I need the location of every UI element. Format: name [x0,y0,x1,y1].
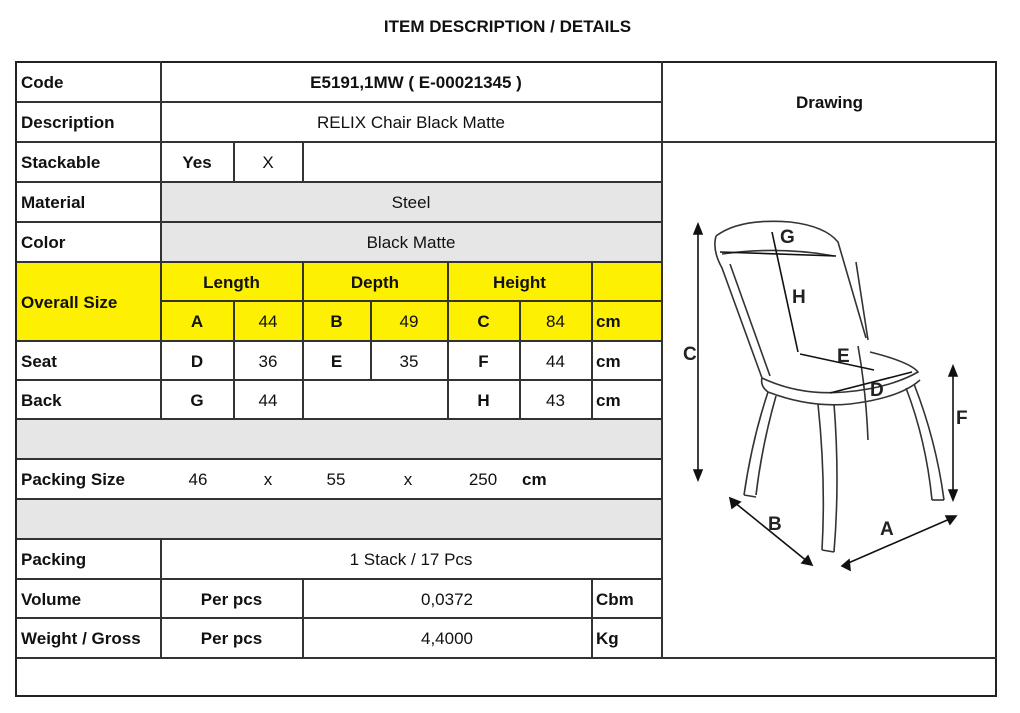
material-label: Material [21,193,86,212]
packing-size-1: 46 [188,470,208,489]
volume-per: Per pcs [200,589,263,609]
packing-value: 1 Stack / 17 Pcs [349,550,473,569]
weight-unit: Kg [596,629,619,648]
f-value: 44 [546,351,565,371]
stackable-mark: X [262,153,274,172]
length-header: Length [203,272,260,292]
packing-size-x1: x [263,470,273,489]
height-header: Height [493,272,546,292]
c-value: 84 [546,312,565,331]
dim-f-label: F [956,408,968,429]
packing-size-2: 55 [326,470,346,489]
weight-label: Weight / Gross [21,629,141,648]
material-value: Steel [391,193,431,212]
dim-e-label: E [837,346,850,367]
overall-unit: cm [596,312,621,331]
page-title: ITEM DESCRIPTION / DETAILS [383,17,632,36]
g-value: 44 [258,390,278,410]
description-label: Description [21,113,115,132]
weight-per: Per pcs [200,629,263,648]
weight-value: 4,4000 [421,629,473,648]
h-key: H [477,390,490,410]
code-label: Code [21,73,64,92]
seat-label: Seat [21,351,57,371]
dim-a-label: A [880,519,894,540]
c-key: C [477,312,490,331]
code-value: E5191,1MW ( E-00021345 ) [310,73,522,92]
dim-g-label: G [780,227,795,248]
chair-outline-icon [715,221,944,552]
back-unit: cm [596,390,621,410]
b-key: B [330,312,343,331]
chair-drawing [663,143,996,656]
color-value: Black Matte [366,233,456,252]
packing-size-label: Packing Size [21,470,125,489]
d-key: D [190,351,204,371]
dim-d-label: D [870,380,884,401]
d-value: 36 [258,351,278,371]
volume-value: 0,0372 [421,589,473,609]
dim-b-label: B [768,514,782,535]
f-key: F [478,351,489,371]
packing-size-3: 250 [468,470,498,489]
a-key: A [190,312,204,331]
volume-unit: Cbm [596,589,634,609]
volume-label: Volume [21,589,82,609]
e-key: E [330,351,343,371]
packing-size-unit: cm [522,470,547,489]
a-value: 44 [258,312,278,331]
stackable-yes: Yes [182,153,212,172]
h-value: 43 [546,390,565,410]
drawing-header: Drawing [795,92,864,112]
packing-size-x2: x [403,470,413,489]
dim-c-label: C [683,344,697,365]
blank-row-1 [17,419,662,459]
seat-unit: cm [596,351,621,371]
g-key: G [190,390,204,410]
packing-label: Packing [21,550,87,569]
blank-row-2 [17,499,662,539]
depth-header: Depth [350,272,400,292]
b-value: 49 [399,312,419,331]
overall-size-label: Overall Size [21,292,118,312]
back-label: Back [21,390,62,410]
color-label: Color [21,233,66,252]
dim-h-label: H [792,287,806,308]
stackable-label: Stackable [21,153,101,172]
e-value: 35 [399,351,419,371]
description-value: RELIX Chair Black Matte [316,113,505,132]
